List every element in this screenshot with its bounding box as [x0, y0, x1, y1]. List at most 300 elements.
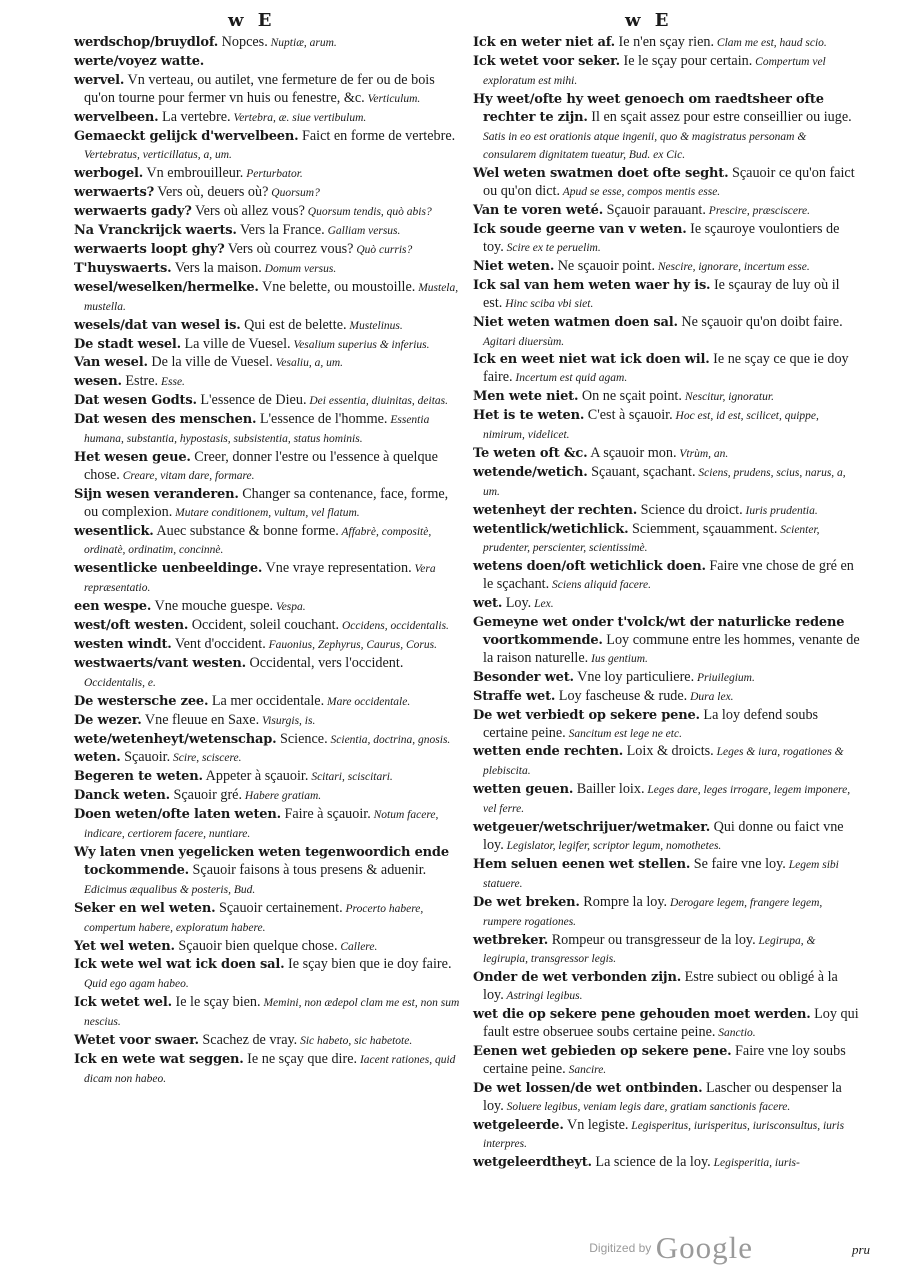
- entry-headword: Dat wesen Godts.: [74, 393, 197, 409]
- left-column: [74, 34, 464, 1089]
- entry-latin: Compertum vel exploratum est mihi.: [483, 55, 826, 87]
- entry-latin: Quid ego agam habeo.: [84, 978, 189, 991]
- entry-latin: Soluere legibus, veniam legis dare, gratiam sanctionis facere.: [503, 1100, 791, 1113]
- dictionary-entry: [473, 521, 861, 559]
- dictionary-entry: [74, 1051, 464, 1089]
- entry-latin: Clam me est, haud scio.: [714, 37, 827, 49]
- entry-latin: Vertebratus, verticillatus, a, um.: [84, 149, 232, 162]
- entry-latin: Domum versus.: [261, 262, 337, 275]
- entry-french: Nopces.: [218, 34, 268, 50]
- dictionary-entry: [473, 388, 861, 407]
- dictionary-entry: [473, 819, 861, 856]
- entry-french: Estre subiect ou obligé à la loy.: [483, 969, 838, 1004]
- entry-latin: Affabrè, compositè, ordinatè, ordinatim, concinnè.: [84, 525, 432, 557]
- entry-headword: Hy weet/ofte hy weet genoech om raedtsheer ofte rechter te zijn.: [473, 91, 824, 125]
- entry-headword: werwaerts gady?: [74, 204, 192, 220]
- dictionary-entry: [473, 595, 861, 614]
- entry-french: De la ville de Vuesel.: [147, 354, 273, 371]
- entry-headword: Niet weten.: [473, 258, 555, 274]
- entry-french: Vne fleuue en Saxe.: [141, 711, 260, 728]
- entry-latin: Quorsum tendis, quò abis?: [304, 206, 432, 219]
- dictionary-entry: [473, 53, 861, 91]
- google-logo: Google: [655, 1230, 753, 1265]
- dictionary-entry: [74, 203, 464, 222]
- entry-french: Vers où, deuers où?: [154, 184, 269, 201]
- dictionary-entry: [74, 109, 464, 128]
- entry-headword: Gemeyne wet onder t'volck/wt der naturlicke redene voortkommende.: [473, 615, 845, 648]
- entry-latin: Vesalium superius & inferius.: [290, 338, 430, 351]
- entry-headword: werwaerts loopt ghy?: [74, 241, 225, 257]
- dictionary-entry: [74, 184, 464, 203]
- entry-headword: een wespe.: [74, 599, 152, 615]
- entry-latin: Vera repræsentatio.: [84, 563, 436, 595]
- dictionary-entry: [473, 614, 861, 669]
- entry-latin: Scientia, doctrina, gnosis.: [327, 733, 451, 746]
- dictionary-entry: [473, 407, 861, 445]
- dictionary-entry: [473, 34, 861, 53]
- entry-french: Ie le sçay bien.: [171, 994, 261, 1011]
- entry-french: La loy defend soubs certaine peine.: [483, 706, 819, 741]
- dictionary-entry: [74, 53, 464, 72]
- entry-headword: Besonder wet.: [473, 669, 574, 685]
- entry-headword: Ick soude geerne van v weten.: [473, 222, 687, 238]
- entry-latin: Vespa.: [273, 601, 306, 614]
- entry-french: Vn legiste.: [563, 1116, 629, 1133]
- entry-latin: Callere.: [337, 940, 378, 953]
- entry-french: Il en sçait assez pour estre conseillier ou iuge.: [587, 108, 852, 125]
- entry-latin: Memini, non ædepol clam me est, non sum nescius.: [84, 997, 460, 1029]
- entry-latin: Legirupa, & legirupia, transgressor legis.: [483, 934, 816, 966]
- dictionary-entry: [74, 336, 464, 355]
- entry-latin: Leges dare, leges irrogare, legem imponere, vel ferre.: [483, 784, 851, 816]
- entry-french: Science du droict.: [637, 501, 743, 518]
- entry-latin: Hinc sciba vbi siet.: [502, 297, 594, 310]
- entry-headword: wet die op sekere pene gehouden moet werden.: [473, 1007, 811, 1023]
- dictionary-entry: [74, 768, 464, 787]
- entry-latin: Scienter, prudenter, perscienter, scientissimè.: [483, 523, 820, 555]
- entry-french: Loy fascheuse & rude.: [555, 687, 688, 704]
- entry-headword: westwaerts/vant westen.: [74, 655, 246, 671]
- entry-french: Qui donne ou faict vne loy.: [483, 819, 844, 853]
- entry-headword: De wet breken.: [473, 894, 580, 910]
- entry-headword: Ick en weter niet af.: [473, 35, 615, 50]
- entry-latin: Apud se esse, compos mentis esse.: [560, 186, 721, 199]
- entry-french: On ne sçait point.: [578, 388, 682, 405]
- dictionary-entry: [74, 317, 464, 336]
- dictionary-entry: [74, 260, 464, 279]
- entry-french: Appeter à sçauoir.: [202, 768, 309, 785]
- watermark-prefix: Digitized by: [589, 1241, 652, 1255]
- entry-headword: Ick en wete wat seggen.: [74, 1051, 244, 1067]
- entry-headword: T'huyswaerts.: [74, 260, 172, 276]
- entry-french: Sçauant, sçachant.: [587, 463, 696, 480]
- entry-latin: Legem sibi statuere.: [483, 858, 839, 890]
- running-header-right: w E: [625, 10, 673, 31]
- entry-french: Ie le sçay pour certain.: [619, 52, 753, 69]
- entry-headword: Hem seluen eenen wet stellen.: [473, 856, 691, 872]
- entry-french: Faire à sçauoir.: [280, 806, 371, 823]
- entry-french: Se faire vne loy.: [690, 855, 786, 872]
- entry-french: L'essence de l'homme.: [256, 411, 388, 428]
- entry-french: Qui est de belette.: [240, 316, 347, 333]
- entry-latin: Sciens, prudens, scius, narus, a, um.: [483, 466, 846, 498]
- entry-french: Loy qui fault estre obseruee soubs certaine peine.: [483, 1006, 859, 1041]
- entry-french: Ie sçay bien que ie doy faire.: [284, 956, 452, 973]
- entry-headword: De stadt wesel.: [74, 336, 181, 352]
- entry-french: Sçauoir certainement.: [215, 899, 343, 916]
- entry-french: Vne vraye representation.: [262, 560, 412, 577]
- entry-french: A sçauoir mon.: [587, 444, 677, 461]
- entry-latin: Mutare conditionem, vultum, vel flatum.: [172, 506, 360, 519]
- entry-latin: Mustela, mustella.: [84, 281, 459, 313]
- entry-french: Lascher ou despenser la loy.: [483, 1079, 842, 1114]
- right-column: [473, 34, 861, 1173]
- entry-headword: wetens doen/oft wetichlick doen.: [473, 559, 706, 575]
- entry-headword: wetenheyt der rechten.: [473, 502, 638, 518]
- entry-latin: Incertum est quid agam.: [512, 372, 628, 385]
- entry-latin: Nuptiæ, arum.: [267, 37, 337, 49]
- entry-headword: wesel/weselken/hermelke.: [74, 279, 259, 295]
- dictionary-entry: [74, 938, 464, 957]
- dictionary-entry: [473, 502, 861, 521]
- running-header-left: w E: [228, 10, 276, 31]
- dictionary-entry: [473, 258, 861, 277]
- dictionary-entry: [74, 560, 464, 598]
- dictionary-entry: [473, 669, 861, 688]
- entry-headword: De wet lossen/de wet ontbinden.: [473, 1080, 703, 1096]
- dictionary-entry: [74, 731, 464, 750]
- entry-french: Sçauoir.: [120, 749, 171, 766]
- entry-latin: Sciens aliquid facere.: [549, 579, 651, 592]
- entry-latin: Lex.: [531, 598, 554, 611]
- entry-headword: weten.: [74, 750, 121, 766]
- dictionary-entry: [74, 900, 464, 938]
- entry-latin: Satis in eo est orationis atque ingenii, quo & magistratus personam & consularem dignitatem tueatur, Bud. ex Cic.: [483, 130, 807, 162]
- entry-headword: Na Vranckrijck waerts.: [74, 223, 237, 239]
- dictionary-entry: [473, 1006, 861, 1043]
- dictionary-entry: [74, 373, 464, 392]
- dictionary-entry: [74, 279, 464, 317]
- entry-headword: Seker en wel weten.: [74, 900, 216, 916]
- entry-latin: Essentia humana, substantia, hypostasis, subsistentia, status hominis.: [84, 414, 430, 446]
- entry-headword: De westersche zee.: [74, 693, 209, 709]
- dictionary-entry: [473, 464, 861, 502]
- entry-french: Bailler loix.: [573, 781, 645, 798]
- entry-latin: Sancitum est lege ne etc.: [565, 727, 682, 740]
- entry-french: La ville de Vuesel.: [180, 335, 291, 352]
- entry-headword: Begeren te weten.: [74, 769, 203, 785]
- entry-french: La mer occidentale.: [208, 692, 325, 709]
- entry-french: Auec substance & bonne forme.: [153, 522, 339, 539]
- entry-headword: Wel weten swatmen doet ofte seght.: [473, 166, 729, 182]
- dictionary-entry: [74, 354, 464, 373]
- dictionary-entry: [473, 351, 861, 388]
- entry-french: Loy commune entre les hommes, venante de la raison naturelle.: [483, 632, 860, 666]
- dictionary-entry: [74, 449, 464, 486]
- dictionary-entry: [473, 688, 861, 707]
- dictionary-entry: [473, 221, 861, 258]
- entry-french: Creer, donner l'estre ou l'essence à quelque chose.: [84, 448, 438, 483]
- entry-headword: wetende/wetich.: [473, 464, 588, 480]
- entry-latin: Notum facere, indicare, certiorem facere, nuntiare.: [84, 809, 439, 841]
- entry-latin: Vertebra, æ. siue vertibulum.: [230, 111, 367, 124]
- entry-headword: De wezer.: [74, 712, 142, 728]
- entry-french: Loy.: [502, 595, 532, 612]
- entry-headword: Wetet voor swaer.: [74, 1033, 199, 1049]
- entry-headword: Van te voren weté.: [473, 203, 604, 219]
- dictionary-entry: [473, 969, 861, 1006]
- entry-french: Faire vne loy soubs certaine peine.: [483, 1042, 846, 1077]
- dictionary-entry: [473, 743, 861, 781]
- entry-headword: Sijn wesen veranderen.: [74, 486, 239, 502]
- entry-latin: Mustelinus.: [346, 319, 403, 332]
- dictionary-entry: [74, 956, 464, 994]
- entry-french: Vn embrouilleur.: [143, 165, 244, 182]
- entry-french: Occidental, vers l'occident.: [246, 654, 404, 671]
- dictionary-entry: [74, 165, 464, 184]
- entry-headword: Ick sal van hem weten waer hy is.: [473, 277, 711, 293]
- entry-french: C'est à sçauoir.: [584, 407, 673, 424]
- entry-french: Vers la maison.: [171, 259, 262, 276]
- entry-headword: wetten geuen.: [473, 782, 574, 798]
- dictionary-entry: [473, 445, 861, 464]
- entry-french: L'essence de Dieu.: [196, 392, 307, 409]
- dictionary-entry: [473, 856, 861, 894]
- dictionary-entry: [473, 1154, 861, 1173]
- entry-french: Rompeur ou transgresseur de la loy.: [548, 931, 756, 948]
- entry-latin: Visurgis, is.: [259, 714, 316, 727]
- entry-headword: Gemaeckt gelijck d'wervelbeen.: [74, 128, 299, 144]
- entry-french: La science de la loy.: [591, 1154, 711, 1171]
- dictionary-entry: [74, 749, 464, 768]
- dictionary-entry: [74, 787, 464, 806]
- entry-headword: werte/voyez watte.: [74, 53, 205, 69]
- entry-headword: De wet verbiedt op sekere pene.: [473, 707, 700, 723]
- entry-headword: wesentlicke uenbeeldinge.: [74, 561, 263, 577]
- entry-headword: westen windt.: [74, 637, 172, 652]
- entry-latin: Agitari diuersùm.: [483, 335, 565, 348]
- entry-french: Vent d'occident.: [171, 636, 266, 652]
- dictionary-entry: [473, 707, 861, 744]
- entry-french: Ie ne sçay ce que ie doy faire.: [483, 351, 849, 386]
- entry-latin: Quorsum?: [268, 187, 320, 200]
- dictionary-entry: [473, 558, 861, 595]
- entry-french: La vertebre.: [158, 108, 231, 125]
- entry-french: Vers où allez vous?: [191, 203, 305, 220]
- entry-headword: wetgeleerdtheyt.: [473, 1155, 592, 1171]
- entry-latin: Leges & iura, rogationes & plebiscita.: [483, 746, 844, 778]
- entry-headword: west/oft westen.: [74, 618, 189, 634]
- entry-latin: Scire, sciscere.: [170, 752, 242, 765]
- entry-latin: Iuris prudentia.: [742, 504, 818, 517]
- dictionary-entry: [74, 241, 464, 260]
- entry-french: Ie sçauray de luy où il est.: [483, 276, 840, 311]
- entry-latin: Verticulum.: [364, 92, 421, 105]
- dictionary-entry: [74, 34, 464, 53]
- dictionary-entry: [74, 844, 464, 900]
- dictionary-entry: [473, 202, 861, 221]
- entry-headword: Dat wesen des menschen.: [74, 412, 257, 428]
- entry-latin: Priuilegium.: [694, 671, 755, 684]
- entry-french: Vers la France.: [236, 222, 325, 239]
- entry-french: Loix & droicts.: [623, 743, 714, 760]
- entry-headword: Ick wetet wel.: [74, 995, 172, 1011]
- dictionary-entry: [74, 994, 464, 1032]
- entry-headword: Men wete niet.: [473, 389, 579, 405]
- dictionary-entry: [74, 222, 464, 241]
- entry-headword: wetentlick/wetichlick.: [473, 521, 629, 537]
- entry-latin: Ius gentium.: [588, 652, 648, 665]
- entry-headword: wetbreker.: [473, 932, 549, 948]
- entry-french: Vers où courrez vous?: [224, 240, 354, 257]
- entry-latin: Scire ex te peruelim.: [503, 241, 601, 254]
- entry-latin: Hoc est, id est, scilicet, quippe, nimirum, videlicet.: [483, 410, 819, 442]
- entry-latin: Nescire, ignorare, incertum esse.: [655, 260, 810, 273]
- entry-headword: Van wesel.: [74, 355, 148, 371]
- entry-headword: wesentlick.: [74, 523, 154, 539]
- entry-headword: Yet wel weten.: [74, 938, 175, 954]
- entry-french: Ne sçauoir point.: [554, 257, 656, 274]
- dictionary-entry: [473, 1080, 861, 1117]
- dictionary-entry: [74, 617, 464, 636]
- entry-headword: werwaerts?: [74, 185, 154, 201]
- dictionary-entry: [473, 1117, 861, 1155]
- dictionary-entry: [473, 894, 861, 932]
- entry-latin: Sancire.: [565, 1063, 607, 1076]
- entry-french: Ie sçauroye voulontiers de toy.: [483, 221, 840, 255]
- entry-headword: Wy laten vnen yegelicken weten tegenwoordich ende tockommende.: [74, 844, 449, 878]
- entry-headword: wesels/dat van wesel is.: [74, 317, 241, 333]
- entry-latin: Esse.: [158, 376, 185, 389]
- entry-latin: Vesaliu, a, um.: [272, 357, 344, 370]
- entry-headword: Doen weten/ofte laten weten.: [74, 807, 281, 823]
- entry-french: Estre.: [121, 373, 159, 390]
- entry-french: Changer sa contenance, face, forme, ou complexion.: [84, 485, 449, 520]
- entry-latin: Galliam versus.: [324, 225, 401, 238]
- entry-headword: Danck weten.: [74, 788, 170, 804]
- entry-headword: wesen.: [74, 374, 122, 390]
- entry-headword: Ick en weet niet wat ick doen wil.: [473, 352, 710, 368]
- entry-latin: Quò curris?: [353, 243, 413, 256]
- entry-headword: werdschop/bruydlof.: [74, 35, 219, 50]
- dictionary-entry: [473, 314, 861, 352]
- entry-headword: Eenen wet gebieden op sekere pene.: [473, 1043, 732, 1059]
- dictionary-entry: [74, 486, 464, 523]
- entry-latin: Fauonius, Zephyrus, Caurus, Corus.: [265, 639, 437, 651]
- google-watermark: [589, 1230, 753, 1266]
- entry-headword: Te weten oft &c.: [473, 445, 588, 461]
- entry-french: Sciemment, sçauamment.: [628, 520, 778, 537]
- entry-headword: wervel.: [74, 72, 125, 88]
- dictionary-entry: [473, 781, 861, 819]
- entry-latin: Perturbator.: [243, 168, 303, 181]
- entry-french: Vne belette, ou moustoille.: [258, 278, 416, 295]
- dictionary-entry: [74, 712, 464, 731]
- entry-headword: wetten ende rechten.: [473, 744, 624, 760]
- dictionary-entry: [473, 932, 861, 970]
- entry-french: Faict en forme de vertebre.: [298, 127, 456, 144]
- catchword: pru: [851, 1242, 870, 1257]
- entry-headword: wet.: [473, 596, 503, 612]
- entry-latin: Legisperitia, iuris-: [710, 1157, 800, 1170]
- entry-latin: Sic habeto, sic habetote.: [297, 1035, 413, 1048]
- entry-headword: Ick wete wel wat ick doen sal.: [74, 957, 285, 973]
- entry-french: Vne loy particuliere.: [573, 668, 695, 685]
- entry-french: Ie ne sçay que dire.: [243, 1050, 358, 1067]
- entry-latin: Creare, vitam dare, formare.: [119, 469, 255, 482]
- entry-latin: Nescitur, ignoratur.: [681, 391, 774, 404]
- dictionary-entry: [74, 392, 464, 411]
- dictionary-entry: [473, 91, 861, 166]
- entry-french: Sçauoir bien quelque chose.: [174, 937, 338, 954]
- entry-french: Sçauoir gré.: [169, 787, 243, 804]
- entry-headword: Ick wetet voor seker.: [473, 53, 620, 69]
- entry-headword: Het wesen geue.: [74, 449, 191, 465]
- entry-headword: wetgeleerde.: [473, 1117, 564, 1133]
- dictionary-entry: [74, 693, 464, 712]
- dictionary-entry: [74, 655, 464, 693]
- entry-french: Science.: [276, 730, 328, 747]
- entry-latin: Edicimus æqualibus & posteris, Bud.: [84, 883, 256, 896]
- entry-latin: Vtrùm, an.: [676, 447, 729, 460]
- entry-latin: Legislator, legifer, scriptor legum, nomothetes.: [503, 839, 722, 852]
- entry-french: Vn verteau, ou autilet, vne fermeture de fer ou de bois qu'on tourne pour fermer vn huis ou fenestre, &c.: [84, 71, 435, 106]
- entry-latin: Mare occidentale.: [324, 695, 411, 708]
- entry-french: Scachez de vray.: [198, 1032, 298, 1049]
- entry-headword: Straffe wet.: [473, 688, 556, 704]
- entry-latin: Occidens, occidentalis.: [339, 620, 449, 633]
- entry-latin: Habere gratiam.: [242, 790, 322, 803]
- entry-latin: Iacent rationes, quid dicam non habeo.: [84, 1053, 456, 1085]
- entry-french: Sçauoir faisons à tous presens & aduenir.: [189, 861, 427, 878]
- dictionary-entry: [74, 598, 464, 617]
- entry-latin: Occidentalis, e.: [84, 676, 156, 689]
- entry-french: Occident, soleil couchant.: [188, 617, 340, 634]
- dictionary-entry: [74, 128, 464, 166]
- entry-latin: Prescire, præsciscere.: [705, 205, 811, 218]
- entry-headword: werbogel.: [74, 166, 144, 182]
- entry-latin: Derogare legem, frangere legem, rumpere rogationes.: [483, 896, 823, 928]
- dictionary-entry: [74, 1032, 464, 1051]
- entry-headword: wete/wetenheyt/wetenschap.: [74, 731, 277, 747]
- dictionary-entry: [74, 72, 464, 109]
- dictionary-entry: [473, 1043, 861, 1080]
- entry-french: Faire vne chose de gré en le sçachant.: [483, 558, 854, 593]
- entry-headword: wervelbeen.: [74, 109, 159, 125]
- entry-french: Vne mouche guespe.: [151, 598, 274, 615]
- dictionary-entry: [473, 277, 861, 314]
- dictionary-entry: [74, 411, 464, 449]
- entry-headword: wetgeuer/wetschrijuer/wetmaker.: [473, 820, 711, 836]
- dictionary-entry: [74, 806, 464, 844]
- dictionary-entry: [473, 165, 861, 202]
- entry-headword: Het is te weten.: [473, 408, 585, 424]
- entry-latin: Dei essentia, diuinitas, deitas.: [306, 395, 449, 408]
- entry-headword: Onder de wet verbonden zijn.: [473, 970, 682, 986]
- entry-headword: Niet weten watmen doen sal.: [473, 314, 678, 330]
- entry-latin: Dura lex.: [687, 690, 734, 703]
- entry-latin: Scitari, sciscitari.: [308, 771, 393, 784]
- entry-french: Sçauoir parauant.: [603, 202, 706, 219]
- entry-latin: Legisperitus, iurisperitus, iurisconsultus, iuris interpres.: [483, 1119, 845, 1151]
- dictionary-entry: [74, 636, 464, 655]
- entry-french: Ie n'en sçay rien.: [614, 34, 715, 50]
- entry-latin: Sanctio.: [715, 1027, 756, 1040]
- entry-french: Sçauoir ce qu'on faict ou qu'on dict.: [483, 165, 855, 200]
- dictionary-entry: [74, 523, 464, 561]
- entry-latin: Procerto habere, compertum habere, exploratum habere.: [84, 902, 424, 934]
- entry-latin: Astringi legibus.: [503, 990, 583, 1003]
